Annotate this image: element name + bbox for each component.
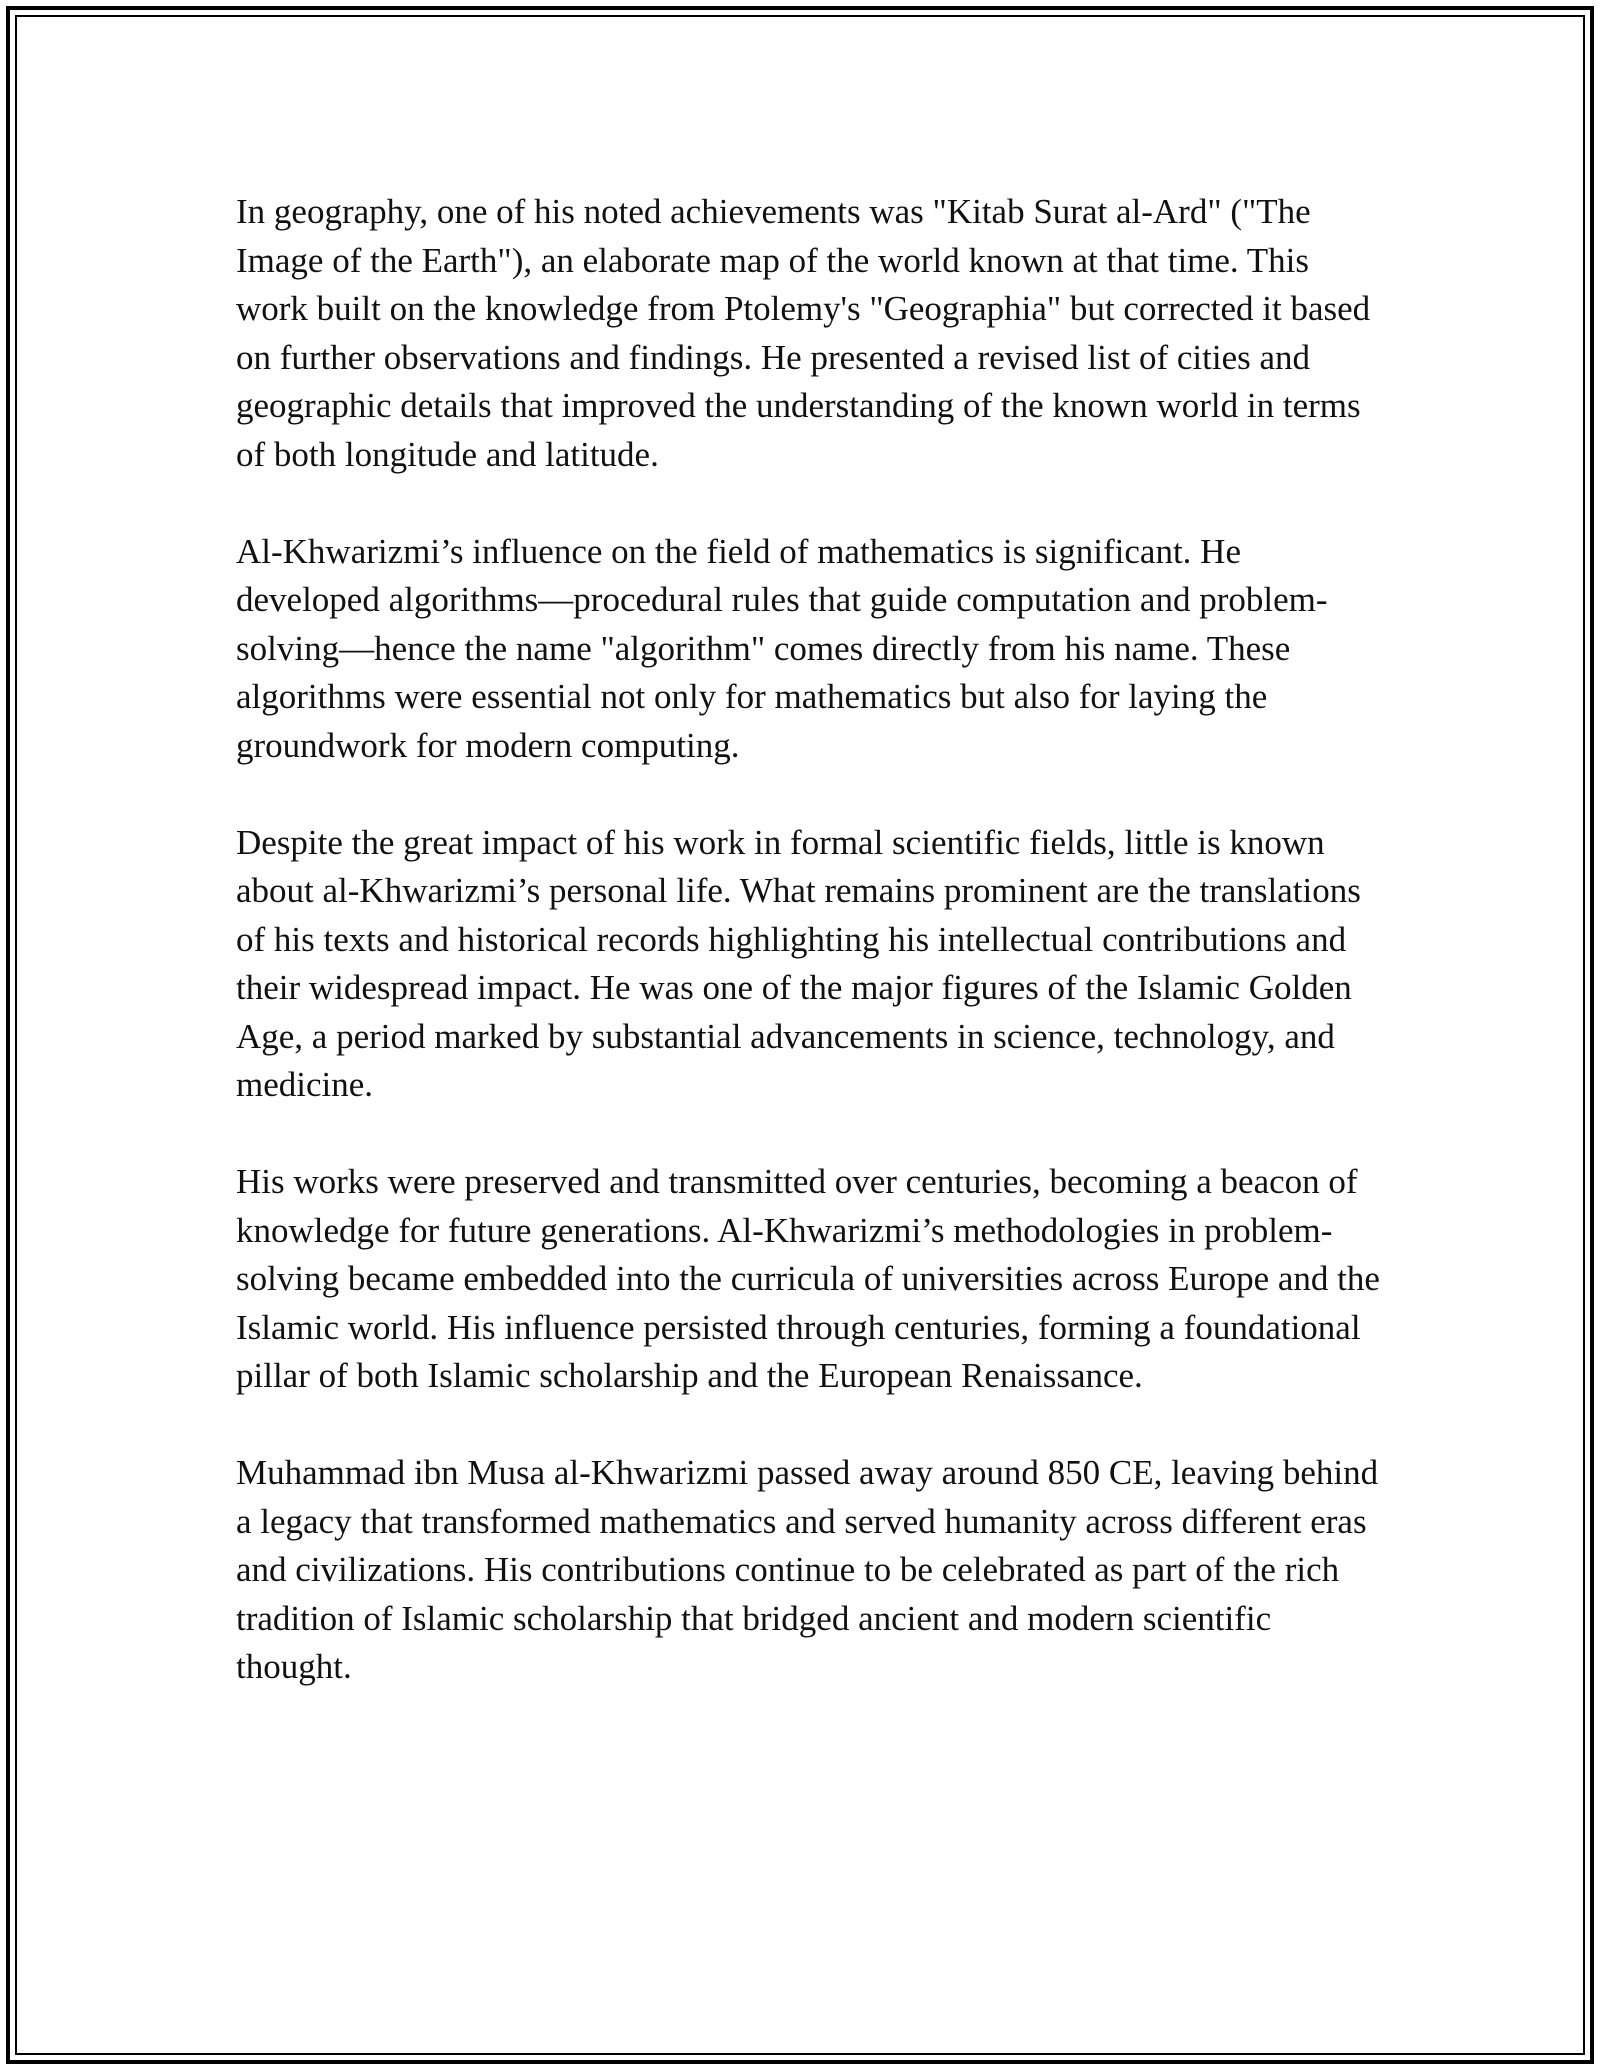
paragraph-mathematics-influence: Al-Khwarizmi’s influence on the field of mathematics is significant. He developed algorithms—procedural rules that guide computation and problem-solving—hence the name "algorithm" comes directly from his name. These algorithms were essential not only for mathematics but also for laying the groundwork for modern computing.	[236, 531, 1328, 765]
paragraph-geography: In geography, one of his noted achievements was "Kitab Surat al-Ard" ("The Image of the Earth"), an elaborate map of the world known at that time. This work built on the knowledge from Ptolemy's "Geographia" but corrected it based on further observations and findings. He presented a revised list of cities and geographic details that improved the understanding of the known world in terms of both longitude and latitude.	[236, 192, 1371, 474]
paragraph-legacy-transmission: His works were preserved and transmitted over centuries, becoming a beacon of knowledge for future generations. Al-Khwarizmi’s methodologies in problem-solving became embedded into the curricula of universities across Europe and the Islamic world. His influence persisted through centuries, forming a foundational pillar of both Islamic scholarship and the European Renaissance.	[236, 1162, 1380, 1395]
paragraph-personal-life: Despite the great impact of his work in formal scientific fields, little is known about al-Khwarizmi’s personal life. What remains prominent are the translations of his texts and historical records highlighting his intellectual contributions and their widespread impact. He was one of the major figures of the Islamic Golden Age, a period marked by substantial advancements in science, technology, and medicine.	[236, 822, 1361, 1104]
paragraph-death-and-legacy: Muhammad ibn Musa al-Khwarizmi passed away around 850 CE, leaving behind a legacy that transformed mathematics and served humanity across different eras and civilizations. His contributions continue to be celebrated as part of the rich tradition of Islamic scholarship that bridged ancient and modern scientific thought.	[236, 1453, 1379, 1686]
document-body	[236, 188, 1386, 1740]
